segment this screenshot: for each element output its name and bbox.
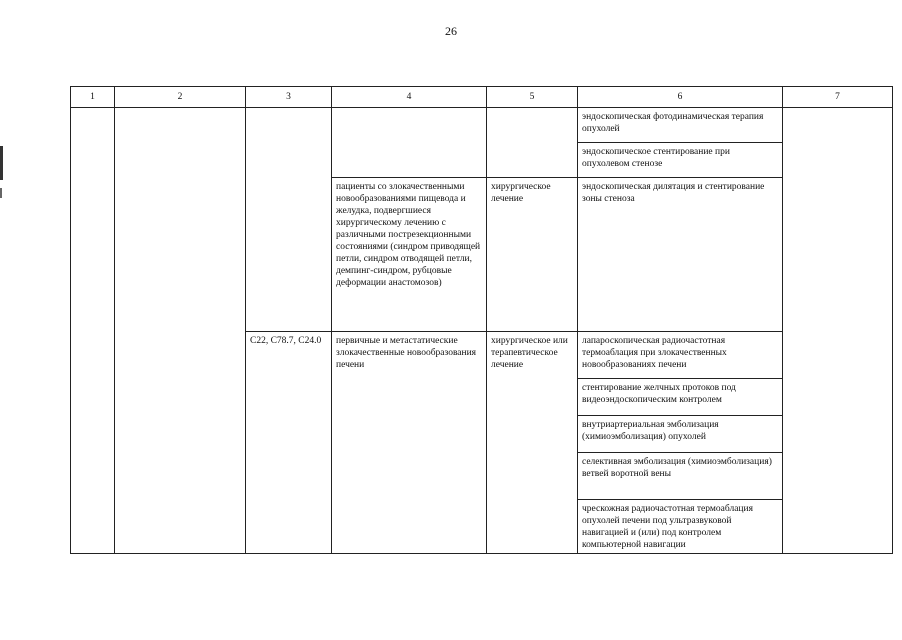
table-cell: эндоскопическое стентирование при опухолевом стенозе bbox=[578, 143, 783, 178]
table-cell: селективная эмболизация (химиоэмболизация) ветвей воротной вены bbox=[578, 453, 783, 500]
column-header: 4 bbox=[332, 87, 487, 108]
scan-artifact bbox=[0, 146, 3, 180]
table-cell: лапароскопическая радиочастотная термоаблация при злокачественных новообразованиях печени bbox=[578, 332, 783, 379]
table-cell bbox=[115, 108, 246, 554]
column-header: 7 bbox=[783, 87, 893, 108]
table-cell: эндоскопическая дилятация и стентирование зоны стеноза bbox=[578, 178, 783, 332]
scan-artifact bbox=[0, 188, 2, 198]
table-cell bbox=[332, 108, 487, 178]
table-row bbox=[71, 108, 893, 143]
table-cell: внутриартериальная эмболизация (химиоэмболизация) опухолей bbox=[578, 416, 783, 453]
table-cell: хирургическое лечение bbox=[487, 178, 578, 332]
table-cell: C22, C78.7, C24.0 bbox=[246, 332, 332, 554]
table-cell: хирургическое или терапевтическое лечение bbox=[487, 332, 578, 554]
page-number: 26 bbox=[445, 24, 457, 38]
table-cell: стентирование желчных протоков под видеоэндоскопическим контролем bbox=[578, 379, 783, 416]
column-header: 1 bbox=[71, 87, 115, 108]
table-header-row bbox=[71, 87, 893, 108]
column-header: 3 bbox=[246, 87, 332, 108]
column-header: 6 bbox=[578, 87, 783, 108]
table-cell bbox=[783, 108, 893, 554]
table-cell bbox=[246, 108, 332, 332]
table-cell: эндоскопическая фотодинамическая терапия опухолей bbox=[578, 108, 783, 143]
column-header: 2 bbox=[115, 87, 246, 108]
table-cell: первичные и метастатические злокачественные новообразования печени bbox=[332, 332, 487, 554]
table-cell bbox=[71, 108, 115, 554]
table-cell bbox=[487, 108, 578, 178]
medical-procedures-table bbox=[70, 86, 893, 554]
table-cell: чрескожная радиочастотная термоаблация опухолей печени под ультразвуковой навигацией и (или) под контролем компьютерной навигации bbox=[578, 500, 783, 554]
table-cell: пациенты со злокачественными новообразованиями пищевода и желудка, подвергшиеся хирургическому лечению с различными пострезекционными состояниями (синдром приводящей петли, синдром отводящей петли, демпинг-синдром, рубцовые деформации анастомозов) bbox=[332, 178, 487, 332]
column-header: 5 bbox=[487, 87, 578, 108]
